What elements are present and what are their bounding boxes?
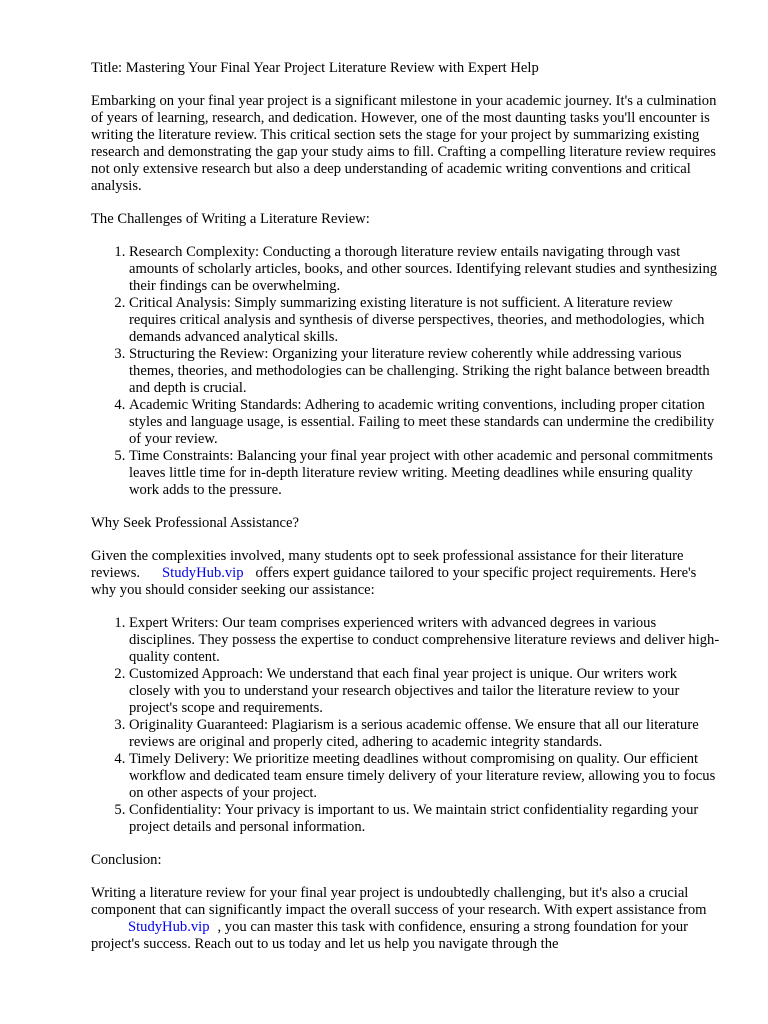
conclusion-text-before: Writing a literature review for your final year project is undoubtedly challenging, but it's also a crucial component that can significantly impact the overall success of your research. With expert assistance from <box>91 885 707 918</box>
why-text-before: Given the complexities involved, many students opt to seek professional assistance for their literature reviews. <box>91 548 684 581</box>
challenge-item-2: 2. Critical Analysis: Simply summarizing existing literature is not sufficient. A literature review requires critical analysis and synthesis of diverse perspectives, theories, and methodologies, which demands advanced analytical skills. <box>129 295 721 346</box>
benefit-item-2: 2. Customized Approach: We understand that each final year project is unique. Our writers work closely with you to understand your research objectives and tailor the literature review to your project's scope and requirements. <box>129 666 721 717</box>
why-paragraph <box>91 548 721 599</box>
benefit-item-4: 4. Timely Delivery: We prioritize meeting deadlines without compromising on quality. Our efficient workflow and dedicated team ensure timely delivery of your literature review, allowing you to focus on other aspects of your project. <box>129 751 721 802</box>
conclusion-paragraph <box>91 885 721 953</box>
conclusion-heading: Conclusion: <box>91 852 162 868</box>
benefit-item-1: 1. Expert Writers: Our team comprises experienced writers with advanced degrees in various disciplines. They possess the expertise to conduct comprehensive literature reviews and deliver high-quality content. <box>129 615 721 666</box>
conclusion-text-after: , you can master this task with confidence, ensuring a strong foundation for your project's success. Reach out to us today and let us help you navigate through the <box>91 919 689 952</box>
benefit-item-5: 5. Confidentiality: Your privacy is important to us. We maintain strict confidentiality regarding your project details and personal information. <box>129 802 721 836</box>
challenge-item-5: 5. Time Constraints: Balancing your final year project with other academic and personal commitments leaves little time for in-depth literature review writing. Meeting deadlines while ensuring quality work adds to the pressure. <box>129 448 721 499</box>
challenge-item-1: 1. Research Complexity: Conducting a thorough literature review entails navigating through vast amounts of scholarly articles, books, and other sources. Identifying relevant studies and synthesizing their findings can be overwhelming. <box>129 244 721 295</box>
benefits-list <box>91 615 721 836</box>
why-text-after: offers expert guidance tailored to your specific project requirements. Here's why you should consider seeking our assistance: <box>91 565 697 598</box>
document-title: Title: Mastering Your Final Year Project Literature Review with Expert Help <box>91 60 539 76</box>
challenge-item-4: 4. Academic Writing Standards: Adhering to academic writing conventions, including proper citation styles and language usage, is essential. Failing to meet these standards can undermine the credibility of your review. <box>129 397 721 448</box>
studyhub-link-conclusion[interactable]: StudyHub.vip <box>128 919 210 935</box>
benefit-item-3: 3. Originality Guaranteed: Plagiarism is a serious academic offense. We ensure that all our literature reviews are original and properly cited, adhering to academic integrity standards. <box>129 717 721 751</box>
document-page <box>91 60 721 969</box>
why-heading: Why Seek Professional Assistance? <box>91 515 299 531</box>
studyhub-link[interactable]: StudyHub.vip <box>162 565 244 581</box>
intro-paragraph: Embarking on your final year project is a significant milestone in your academic journey. It's a culmination of years of learning, research, and dedication. However, one of the most daunting tasks you'll encounter is writing the literature review. This critical section sets the stage for your project by summarizing existing research and demonstrating the gap your study aims to fill. Crafting a compelling literature review requires not only extensive research but also a deep understanding of academic writing conventions and critical analysis. <box>91 93 717 194</box>
challenges-list <box>91 244 721 499</box>
challenges-heading: The Challenges of Writing a Literature Review: <box>91 211 370 227</box>
challenge-item-3: 3. Structuring the Review: Organizing your literature review coherently while addressing various themes, theories, and methodologies can be challenging. Striking the right balance between breadth and depth is crucial. <box>129 346 721 397</box>
